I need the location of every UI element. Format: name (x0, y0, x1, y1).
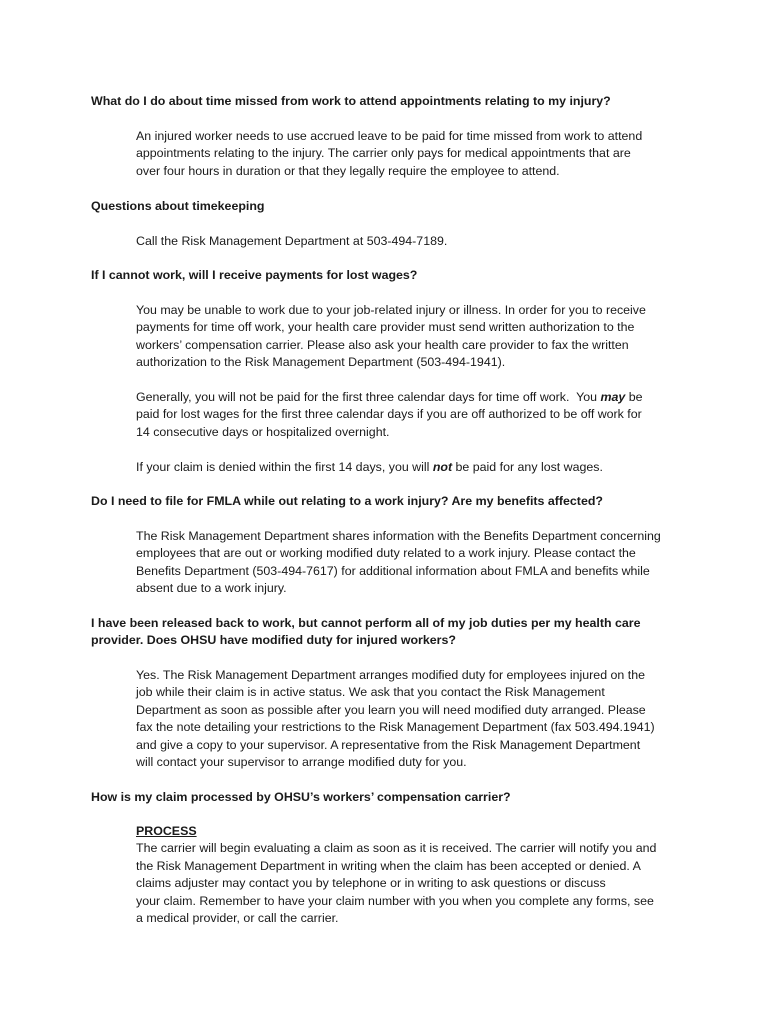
emphasis-not: not (432, 460, 453, 474)
answer-appointments: An injured worker needs to use accrued leave to be paid for time missed from work to attend appointments relating to the injury. The carrier only pays for medical appointments that are over four hours in duration or that they legally require the employee to attend. (136, 129, 643, 178)
answer-fmla: The Risk Management Department shares information with the Benefits Department concerning employees that are out or working modified duty related to a work injury. Please contact the Benefits Department (503-494-7617) for additional information about FMLA and benefits while absent due to a work injury. (136, 529, 661, 596)
answer-lost-wages-p2: Generally, you will not be paid for the first three calendar days for time off work. You may be paid for lost wages for the first three calendar days if you are off authorized to be off work for 14 consecutive days or hospitalized overnight. (136, 389, 684, 441)
process-subheading: PROCESS (136, 824, 197, 838)
question-lost-wages: If I cannot work, will I receive payments for lost wages? (91, 268, 418, 282)
answer-timekeeping: Call the Risk Management Department at 503-494-7189. (136, 234, 448, 248)
emphasis-may: may (600, 390, 626, 404)
question-appointments: What do I do about time missed from work to attend appointments relating to my injury? (91, 94, 611, 108)
answer-lost-wages-p1: You may be unable to work due to your job-related injury or illness. In order for you to receive payments for time off work, your health care provider must send written authorization to the workers’ compensation carrier. Please also ask your health care provider to fax the written authorization to the Risk Management Department (503-494-1941). (136, 303, 646, 370)
question-modified-duty: I have been released back to work, but cannot perform all of my job duties per my health care provider. Does OHSU have modified duty for injured workers? (91, 616, 641, 648)
answer-lost-wages-p3: If your claim is denied within the first 14 days, you will not be paid for any lost wages. (136, 460, 603, 474)
question-fmla: Do I need to file for FMLA while out relating to a work injury? Are my benefits affected? (91, 494, 603, 508)
answer-modified-duty: Yes. The Risk Management Department arranges modified duty for employees injured on the job while their claim is in active status. We ask that you contact the Risk Management Department as soon as possible after you learn you will need modified duty arranged. Please fax the note detailing your restrictions to the Risk Management Department (fax 503.494.1941) and give a copy to your supervisor. A representative from the Risk Management Department will contact your supervisor to arrange modified duty for you. (136, 668, 655, 770)
question-timekeeping: Questions about timekeeping (91, 199, 265, 213)
question-claim-process: How is my claim processed by OHSU’s workers’ compensation carrier? (91, 790, 511, 804)
answer-claim-process: PROCESS The carrier will begin evaluating a claim as soon as it is received. The carrier will notify you and the Risk Management Department in writing when the claim has been accepted or denied. A claims adjuster may contact you by telephone or in writing to ask questions or discuss your claim. Remember to have your claim number with you when you complete any forms, see a medical provider, or call the carrier. (136, 823, 684, 927)
answer-lost-wages-p2-line1: Generally, you will not be paid for the first three calendar days for time off work. You may be (136, 390, 643, 404)
